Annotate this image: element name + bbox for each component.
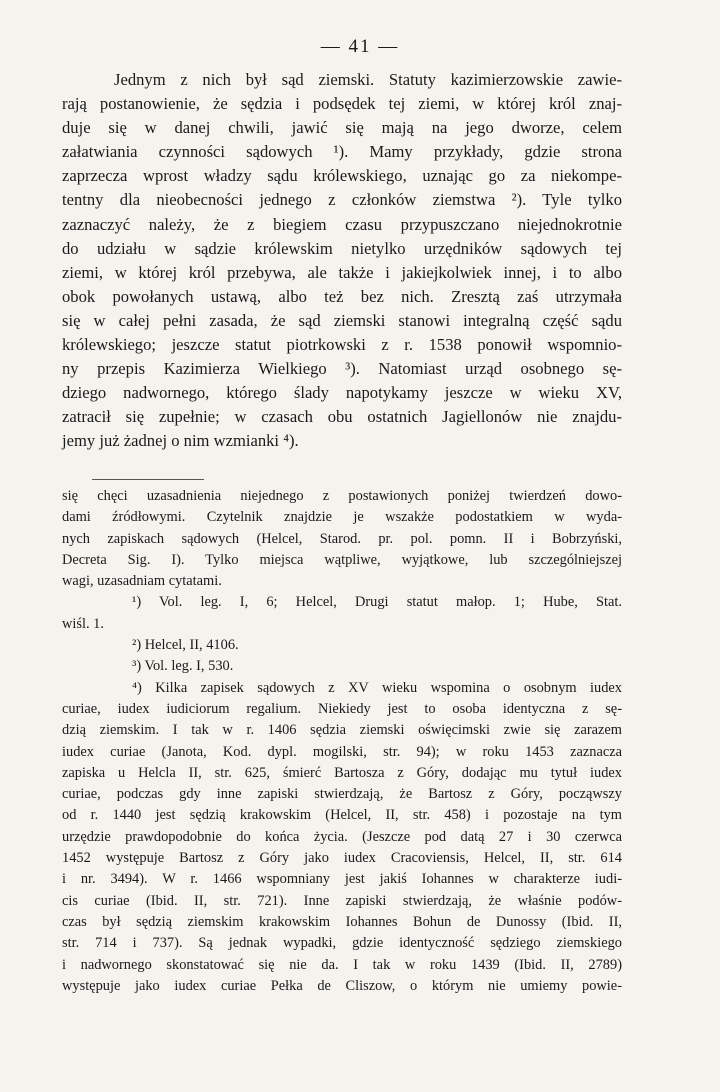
main-text-line: królewskiego; jeszcze statut piotrkowski z r. 1538 ponowił wspomnio-: [62, 335, 622, 355]
footnote-line: iudex curiae (Janota, Kod. dypl. mogilski, str. 94); w roku 1453 zaznacza: [62, 743, 622, 760]
footnote-line: wiśl. 1.: [62, 615, 104, 632]
main-text-line: jemy już żadnej o nim wzmianki ⁴).: [62, 431, 299, 451]
main-text-line: duje się w danej chwili, jawić się mają na jego dworze, celem: [62, 118, 622, 138]
main-text-line: rają postanowienie, że sędzia i podsędek tej ziemi, w której król znaj-: [62, 94, 622, 114]
footnote-line: curiae, podczas gdy inne zapiski stwierdzają, że Bartosz z Góry, począwszy: [62, 786, 622, 803]
footnote-line: dami źródłowymi. Czytelnik znajdzie je wszakże podostatkiem w wyda-: [62, 509, 622, 526]
footnote-separator-rule: [92, 479, 204, 480]
main-text-line: zaznaczyć należy, że z biegiem czasu przypuszczano niejednokrotnie: [62, 214, 622, 234]
footnote-line: się chęci uzasadnienia niejednego z postawionych poniżej twierdzeń dowo-: [62, 488, 622, 504]
main-text-line: się w całej pełni zasada, że sąd ziemski stanowi integralną część sądu: [62, 310, 622, 330]
footnote-line: i nr. 3494). W r. 1466 wspomniany jest jakiś Iohannes w charakterze iudi-: [62, 871, 622, 888]
footnote-line: urzędzie prawdopodobnie do końca życia. (Jeszcze pod datą 27 i 30 czerwca: [62, 828, 622, 845]
main-text-line: tentny dla nieobecności jednego z członków ziemstwa ²). Tyle tylko: [62, 190, 622, 210]
page-number: — 41 —: [320, 36, 400, 57]
footnote-line: str. 714 i 737). Są jednak wypadki, gdzie identyczność sędziego ziemskiego: [62, 935, 622, 952]
main-text-line: zatracił się zupełnie; w czasach obu ostatnich Jagiellonów nie znajdu-: [62, 407, 622, 427]
footnote-line: ³) Vol. leg. I, 530.: [132, 658, 234, 675]
footnote-line: wagi, uzasadniam cytatami.: [62, 573, 222, 590]
footnote-line: ²) Helcel, II, 4106.: [132, 637, 239, 654]
footnotes-section: [62, 486, 622, 997]
main-text-body: [62, 68, 622, 454]
main-text-line: do udziału w sądzie królewskim nietylko urzędników sądowych tej: [62, 238, 622, 258]
main-text-line: dziego nadwornego, którego ślady napotykamy jeszcze w wieku XV,: [62, 383, 622, 403]
main-text-line: ny przepis Kazimierza Wielkiego ³). Natomiast urząd osobnego sę-: [62, 359, 622, 379]
footnote-line: dzią ziemskim. I tak w r. 1406 sędzia ziemski oświęcimski zwie się zarazem: [62, 722, 622, 739]
footnote-line: Decreta Sig. I). Tylko miejsca wątpliwe, wyjątkowe, lub szczególniejszej: [62, 551, 622, 568]
footnote-line: występuje jako iudex curiae Pełka de Cliszow, o którym nie umiemy powie-: [62, 977, 622, 994]
main-text-line: obok powołanych ustawą, albo też bez nich. Zresztą zaś utrzymała: [62, 286, 622, 306]
footnote-line: curiae, iudex iudiciorum regalium. Niekiedy jest to osoba identyczna z sę-: [62, 700, 622, 717]
main-text-line: ziemi, w której król przebywa, ale także i jakiejkolwiek innej, i to albo: [62, 262, 622, 282]
footnote-line: i nadwornego skonstatować się nie da. I tak w roku 1439 (Ibid. II, 2789): [62, 956, 622, 973]
footnote-line: ⁴) Kilka zapisek sądowych z XV wieku wspomina o osobnym iudex: [132, 679, 622, 696]
footnote-line: zapiska u Helcla II, str. 625, śmierć Bartosza z Góry, dodając mu tytuł iudex: [62, 764, 622, 781]
footnote-line: 1452 występuje Bartosz z Góry jako iudex Cracoviensis, Helcel, II, str. 614: [62, 850, 622, 867]
footnote-line: czas był sędzią ziemskim krakowskim Iohannes Bohun de Dunossy (Ibid. II,: [62, 913, 622, 930]
footnote-line: ¹) Vol. leg. I, 6; Helcel, Drugi statut małop. 1; Hube, Stat.: [132, 594, 622, 611]
main-text-line: zaprzecza wprost władzy sądu królewskiego, uznając go za niekompe-: [62, 166, 622, 186]
main-text-line: Jednym z nich był sąd ziemski. Statuty kazimierzowskie zawie-: [114, 70, 622, 89]
footnote-line: nych zapiskach sądowych (Helcel, Starod. pr. pol. pomn. II i Bobrzyński,: [62, 530, 622, 547]
main-text-line: załatwiania czynności sądowych ¹). Mamy przykłady, gdzie strona: [62, 142, 622, 162]
footnote-line: cis curiae (Ibid. II, str. 721). Inne zapiski stwierdzają, że właśnie podów-: [62, 892, 622, 909]
footnote-line: od r. 1440 jest sędzią krakowskim (Helcel, II, str. 458) i pozostaje na tym: [62, 807, 622, 824]
